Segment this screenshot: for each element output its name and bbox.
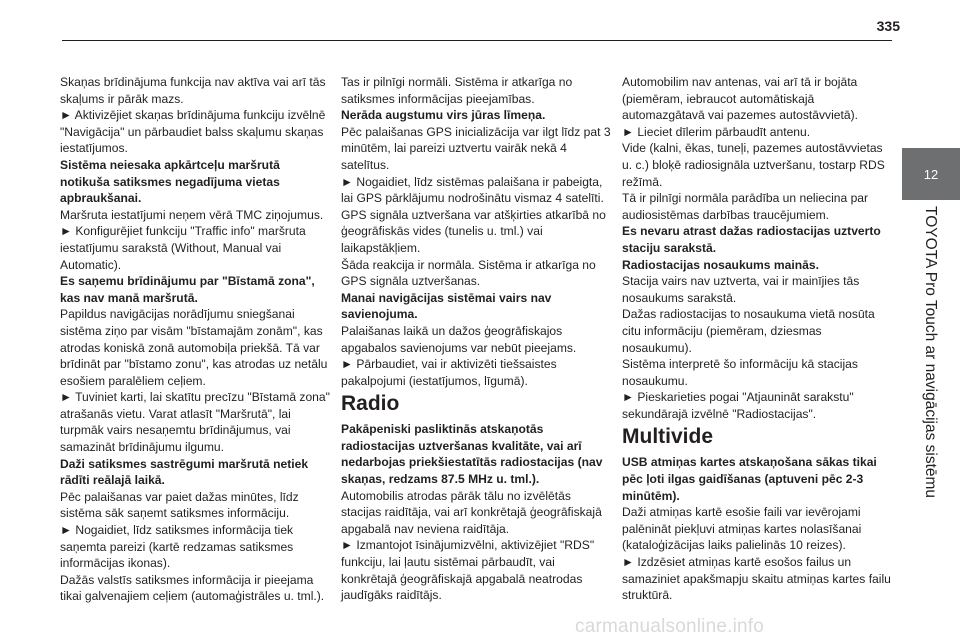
paragraph: Šāda reakcija ir normāla. Sistēma ir atkarīga no GPS signāla uztveršanas.: [341, 257, 596, 289]
paragraph: ► Izmantojot īsinājumizvēlni, aktivizējiet "RDS" funkciju, lai ļautu sistēmai pārbaudīt, vai konkrētajā ģeogrāfiskajā apgabalā neatrodas jaudīgāks raidītājs.: [341, 538, 595, 603]
bold-paragraph: Manai navigācijas sistēmai vairs nav savienojuma.: [341, 290, 552, 322]
paragraph: Maršruta iestatījumi neņem vērā TMC ziņojumus.: [60, 207, 324, 222]
paragraph: Tas ir pilnīgi normāli. Sistēma ir atkarīga no satiksmes informācijas pieejamības.: [341, 75, 573, 106]
paragraph: ► Pārbaudiet, vai ir aktivizēti tiešsaistes pakalpojumi (iestatījumos, līgumā).: [341, 357, 557, 388]
text-column-1: [60, 74, 332, 605]
paragraph: ► Lieciet dīlerim pārbaudīt antenu.: [622, 124, 811, 139]
text-column-2: [341, 74, 613, 604]
bold-paragraph: Sistēma neiesaka apkārtceļu maršrutā notikuša satiksmes negadījuma vietas apbraukšanai.: [60, 157, 280, 206]
paragraph: ► Pieskarieties pogai "Atjaunināt sarakstu" sekundārajā izvēlnē "Radiostacijas".: [622, 390, 854, 421]
bold-paragraph: Es saņemu brīdinājumu par "Bīstamā zona", kas nav manā maršrutā.: [60, 274, 315, 305]
paragraph: Dažās valstīs satiksmes informācija ir pieejama tikai galvenajiem ceļiem (automaģistrāles u. tml.).: [60, 572, 325, 604]
page-number: 335: [876, 18, 900, 34]
paragraph: Pēc palaišanas GPS inicializācija var ilgt līdz pat 3 minūtēm, lai pareizi uztvertu vairāk nekā 4 satelītus.: [341, 124, 611, 172]
paragraph: GPS signāla uztveršana var atšķirties atkarībā no ģeogrāfiskās vides (tunelis u. tml.) vai laikapstākļiem.: [341, 207, 606, 255]
header-rule: [62, 40, 892, 41]
paragraph: Daži atmiņas kartē esošie faili var ievērojami palēnināt piekļuvi atmiņas kartes nolasīšanai (kataloģizācijas laiks palielinās 10 reizes).: [622, 505, 862, 553]
bold-paragraph: Radiostacijas nosaukums mainās.: [622, 257, 819, 272]
paragraph: Pēc palaišanas var paiet dažas minūtes, līdz sistēma sāk saņemt satiksmes informāciju.: [60, 489, 299, 521]
paragraph: ► Konfigurējiet funkciju "Traffic info" maršruta iestatījumu sarakstā (Without, Manual vai Automatic).: [60, 224, 306, 272]
paragraph: Dažas radiostacijas to nosaukuma vietā nosūta citu informāciju (piemēram, dziesmas nosaukumu).: [622, 307, 875, 355]
paragraph: ► Tuviniet karti, lai skatītu precīzu "Bīstamā zona" atrašanās vietu. Varat atlasīt "Maršrutā", lai turpmāk vairs nesaņemtu brīdinājumus, vai samazināt brīdinājumu ilgumu.: [60, 390, 330, 455]
paragraph: ► Aktivizējiet skaņas brīdinājuma funkciju izvēlnē "Navigācija" un pārbaudiet balss skaļumu skaņas iestatījumos.: [60, 108, 326, 156]
watermark: carmanualsonline.info: [575, 616, 765, 637]
paragraph: Automobilis atrodas pārāk tālu no izvēlētās stacijas raidītāja, vai arī konkrētajā ģeogrāfiskajā apgabalā nav neviena raidītāja.: [341, 488, 602, 536]
chapter-title: TOYOTA Pro Touch ar navigācijas sistēmu: [922, 206, 939, 499]
paragraph: Palaišanas laikā un dažos ģeogrāfiskajos apgabalos savienojums var nebūt pieejams.: [341, 323, 577, 355]
bold-paragraph: Nerāda augstumu virs jūras līmeņa.: [341, 108, 546, 123]
paragraph: ► Izdzēsiet atmiņas kartē esošos failus un samaziniet apakšmapju skaitu atmiņas kartes failu struktūrā.: [622, 555, 891, 603]
chapter-tab: 12: [902, 148, 960, 200]
paragraph: Automobilim nav antenas, vai arī tā ir bojāta (piemēram, iebraucot automātiskajā automazgātavā vai pazemes autostāvvietā).: [622, 75, 858, 123]
section-heading: Radio: [341, 392, 400, 416]
paragraph: Vide (kalni, ēkas, tuneļi, pazemes autostāvvietas u. c.) bloķē radiosignāla uztveršanu, tostarp RDS režīmā.: [622, 141, 885, 189]
paragraph: Stacija vairs nav uztverta, vai ir mainījies tās nosaukums sarakstā.: [622, 274, 860, 305]
text-column-3: [622, 74, 894, 604]
paragraph: Skaņas brīdinājuma funkcija nav aktīva vai arī tās skaļums ir pārāk mazs.: [60, 75, 326, 106]
bold-paragraph: Es nevaru atrast dažas radiostacijas uztverto staciju sarakstā.: [622, 224, 881, 255]
paragraph: Sistēma interpretē šo informāciju kā stacijas nosaukumu.: [622, 357, 858, 388]
bold-paragraph: USB atmiņas kartes atskaņošana sākas tikai pēc ļoti ilgas gaidīšanas (aptuveni pēc 2-3 minūtēm).: [622, 455, 877, 503]
paragraph: ► Nogaidiet, līdz satiksmes informācija tiek saņemta pareizi (kartē redzamas satiksmes informācijas ikonas).: [60, 523, 294, 571]
bold-paragraph: Pakāpeniski pasliktinās atskaņotās radiostacijas uztveršanas kvalitāte, vai arī nedarbojas priekšiestatītās radiostacijas (nav skaņas, redzams 87.5 MHz u. tml.).: [341, 422, 603, 487]
paragraph: ► Nogaidiet, līdz sistēmas palaišana ir pabeigta, lai GPS pārklājumu nodrošinātu vismaz 4 satelīti.: [341, 174, 604, 206]
paragraph: Papildus navigācijas norādījumu sniegšanai sistēma ziņo par visām "bīstamajām zonām", kas atrodas koniskā zonā automobiļa priekšā. Tā var brīdināt par "bīstamo zonu", kas atrodas uz netālu esošiem paralēliem ceļiem.: [60, 307, 328, 388]
chapter-title-vertical: [904, 206, 956, 596]
bold-paragraph: Daži satiksmes sastrēgumi maršrutā netiek rādīti reālajā laikā.: [60, 456, 309, 488]
section-heading: Multivide: [622, 425, 714, 449]
paragraph: Tā ir pilnīgi normāla parādība un neliecina par audiosistēmas darbības traucējumiem.: [622, 191, 869, 222]
